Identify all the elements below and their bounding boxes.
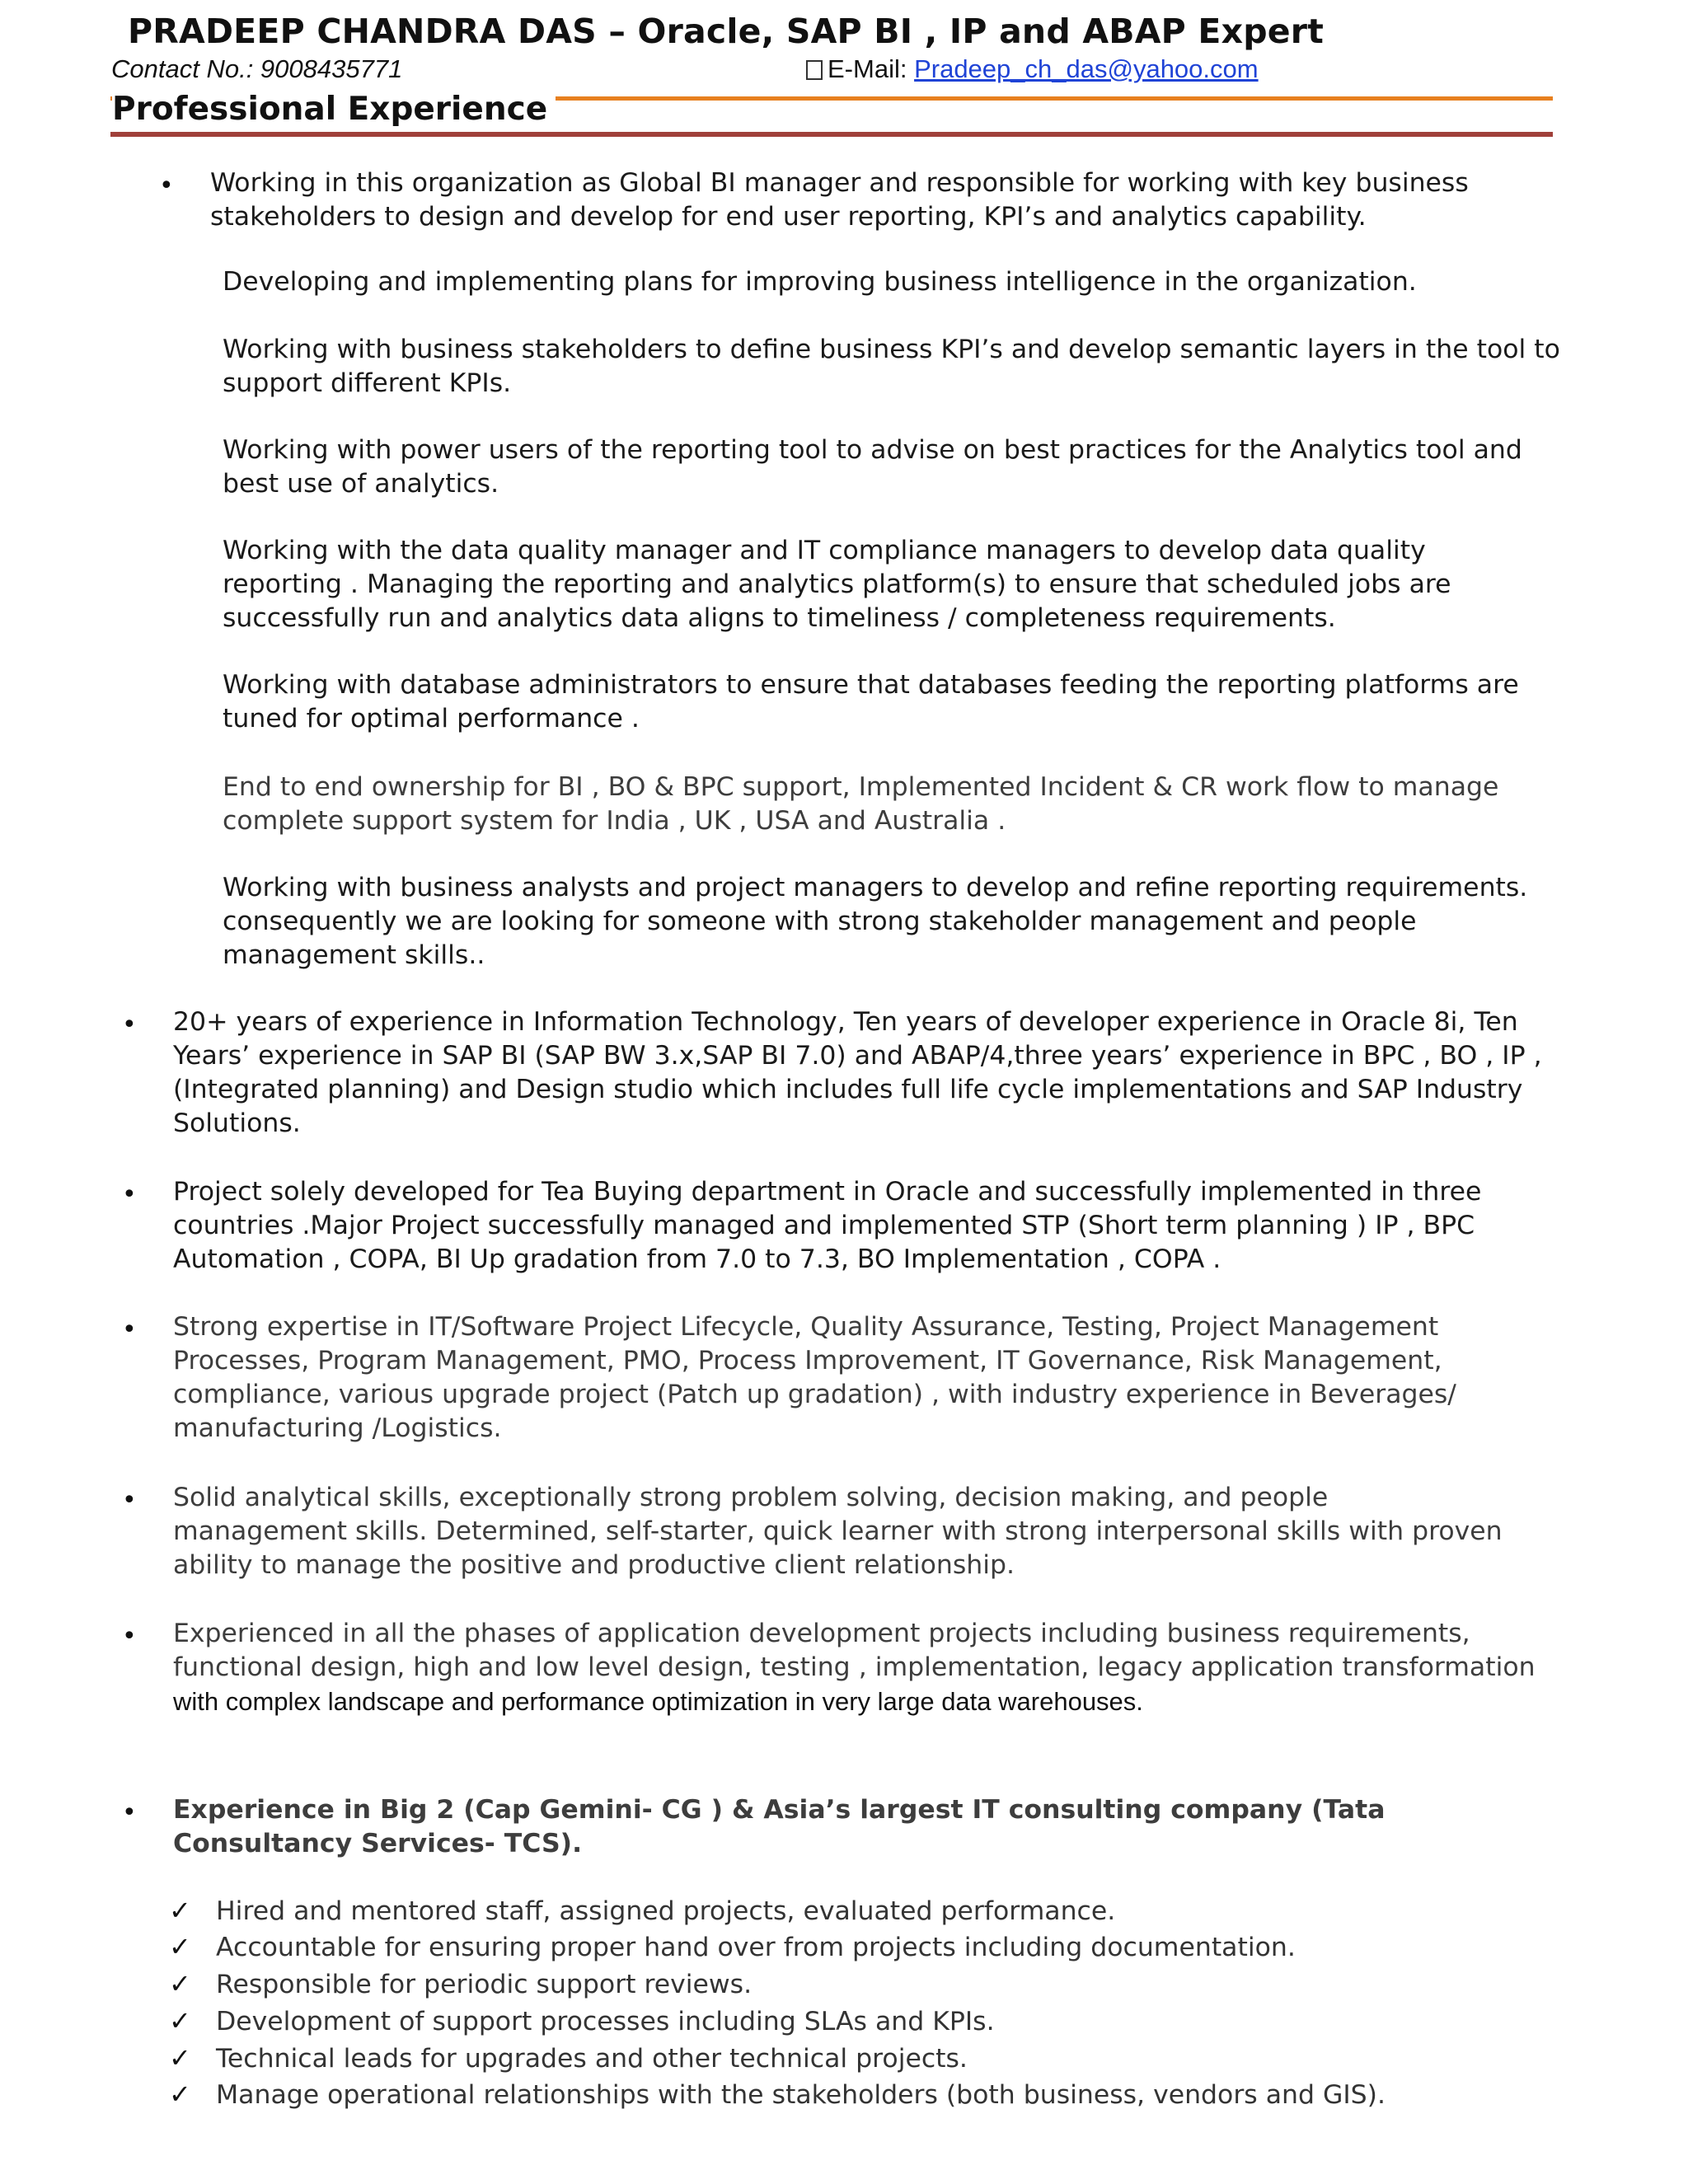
check-icon: ✓: [169, 1931, 191, 1962]
bullet-icon: •: [159, 171, 174, 200]
bullet-icon: •: [122, 1315, 137, 1344]
sub-paragraph: End to end ownership for BI , BO & BPC support, Implemented Incident & CR work flow to manage complete support system for India , UK , USA and Australia .: [223, 772, 1499, 836]
bullet-icon: •: [122, 1798, 137, 1827]
check-icon: ✓: [169, 1968, 191, 1999]
bullet-text-tail: with complex landscape and performance optimization in very large data warehouses.: [173, 1687, 1143, 1716]
email-link[interactable]: Pradeep_ch_das@yahoo.com: [914, 54, 1259, 83]
check-icon: ✓: [169, 2042, 191, 2074]
bullet-icon: •: [122, 1180, 137, 1209]
bullet-text-main: Experienced in all the phases of application development projects including business requirements, functional design, high and low level design, testing , implementation, legacy application transformation: [173, 1619, 1536, 1682]
bullet-text: [173, 1617, 1574, 1719]
bullet-text: 20+ years of experience in Information Technology, Ten years of developer experience in Oracle 8i, Ten Years’ experience in SAP BI (SAP BW 3.x,SAP BI 7.0) and ABAP/4,three years’ experience in BPC , BO , IP , (Integrated planning) and Design studio which includes full life cycle implementations and SAP Industry Solutions.: [173, 1007, 1542, 1138]
bullet-text: Strong expertise in IT/Software Project Lifecycle, Quality Assurance, Testing, Project Management Processes, Program Management, PMO, Process Improvement, IT Governance, Risk Management, compliance, various upgrade project (Patch up gradation) , with industry experience in Beverages/ manufacturing /Logistics.: [173, 1312, 1456, 1443]
header-rule-red: [110, 132, 1553, 137]
sub-paragraph: Working with power users of the reporting tool to advise on best practices for the Analytics tool and best use of analytics.: [223, 435, 1522, 499]
checklist-item: Technical leads for upgrades and other technical projects.: [216, 2044, 968, 2074]
sub-paragraph: Working with business analysts and project managers to develop and refine reporting requirements. consequently we are looking for someone with strong stakeholder management and people management skills..: [223, 873, 1528, 970]
check-icon: ✓: [169, 2005, 191, 2036]
checklist-item: Accountable for ensuring proper hand over from projects including documentation.: [216, 1933, 1296, 1962]
bullet-icon: •: [122, 1622, 137, 1651]
check-icon: ✓: [169, 1895, 191, 1926]
sub-paragraph: Working with the data quality manager and IT compliance managers to develop data quality reporting . Managing the reporting and analytics platform(s) to ensure that scheduled jobs are successfully run and analytics data aligns to timeliness / completeness requirements.: [223, 536, 1451, 633]
big2-heading: Experience in Big 2 (Cap Gemini- CG ) & Asia’s largest IT consulting company (Tata Consultancy Services- TCS).: [173, 1795, 1386, 1858]
contact-number: Contact No.: 9008435771: [111, 54, 403, 83]
check-icon: ✓: [169, 2079, 191, 2110]
sub-paragraph: Working with database administrators to ensure that databases feeding the reporting platforms are tuned for optimal performance .: [223, 670, 1519, 733]
bullet-text: Solid analytical skills, exceptionally strong problem solving, decision making, and people management skills. Determined, self-starter, quick learner with strong interpersonal skills with proven ability to manage the positive and productive client relationship.: [173, 1483, 1503, 1580]
checklist-item: Manage operational relationships with the stakeholders (both business, vendors and GIS).: [216, 2080, 1386, 2110]
first-bullet-text: Working in this organization as Global BI manager and responsible for working with key business stakeholders to design and develop for end user reporting, KPI’s and analytics capability.: [210, 168, 1469, 232]
sub-paragraph: Developing and implementing plans for improving business intelligence in the organization.: [223, 267, 1417, 297]
email-line: [806, 54, 1259, 84]
bullet-text: Project solely developed for Tea Buying department in Oracle and successfully implemented in three countries .Major Project successfully managed and implemented STP (Short term planning ) IP , BPC Automation , COPA, BI Up gradation from 7.0 to 7.3, BO Implementation , COPA .: [173, 1177, 1482, 1274]
candidate-name: PRADEEP CHANDRA DAS – Oracle, SAP BI , IP and ABAP Expert: [128, 12, 1325, 51]
checklist-item: Hired and mentored staff, assigned projects, evaluated performance.: [216, 1896, 1116, 1926]
sub-paragraph: Working with business stakeholders to define business KPI’s and develop semantic layers in the tool to support different KPIs.: [223, 335, 1560, 398]
bullet-icon: •: [122, 1486, 137, 1515]
bullet-icon: •: [122, 1010, 137, 1039]
email-label: E-Mail:: [828, 54, 915, 83]
email-icon: [806, 60, 823, 80]
checklist-item: Responsible for periodic support reviews.: [216, 1970, 753, 1999]
checklist-item: Development of support processes including SLAs and KPIs.: [216, 2007, 995, 2036]
section-title: Professional Experience: [112, 91, 556, 128]
